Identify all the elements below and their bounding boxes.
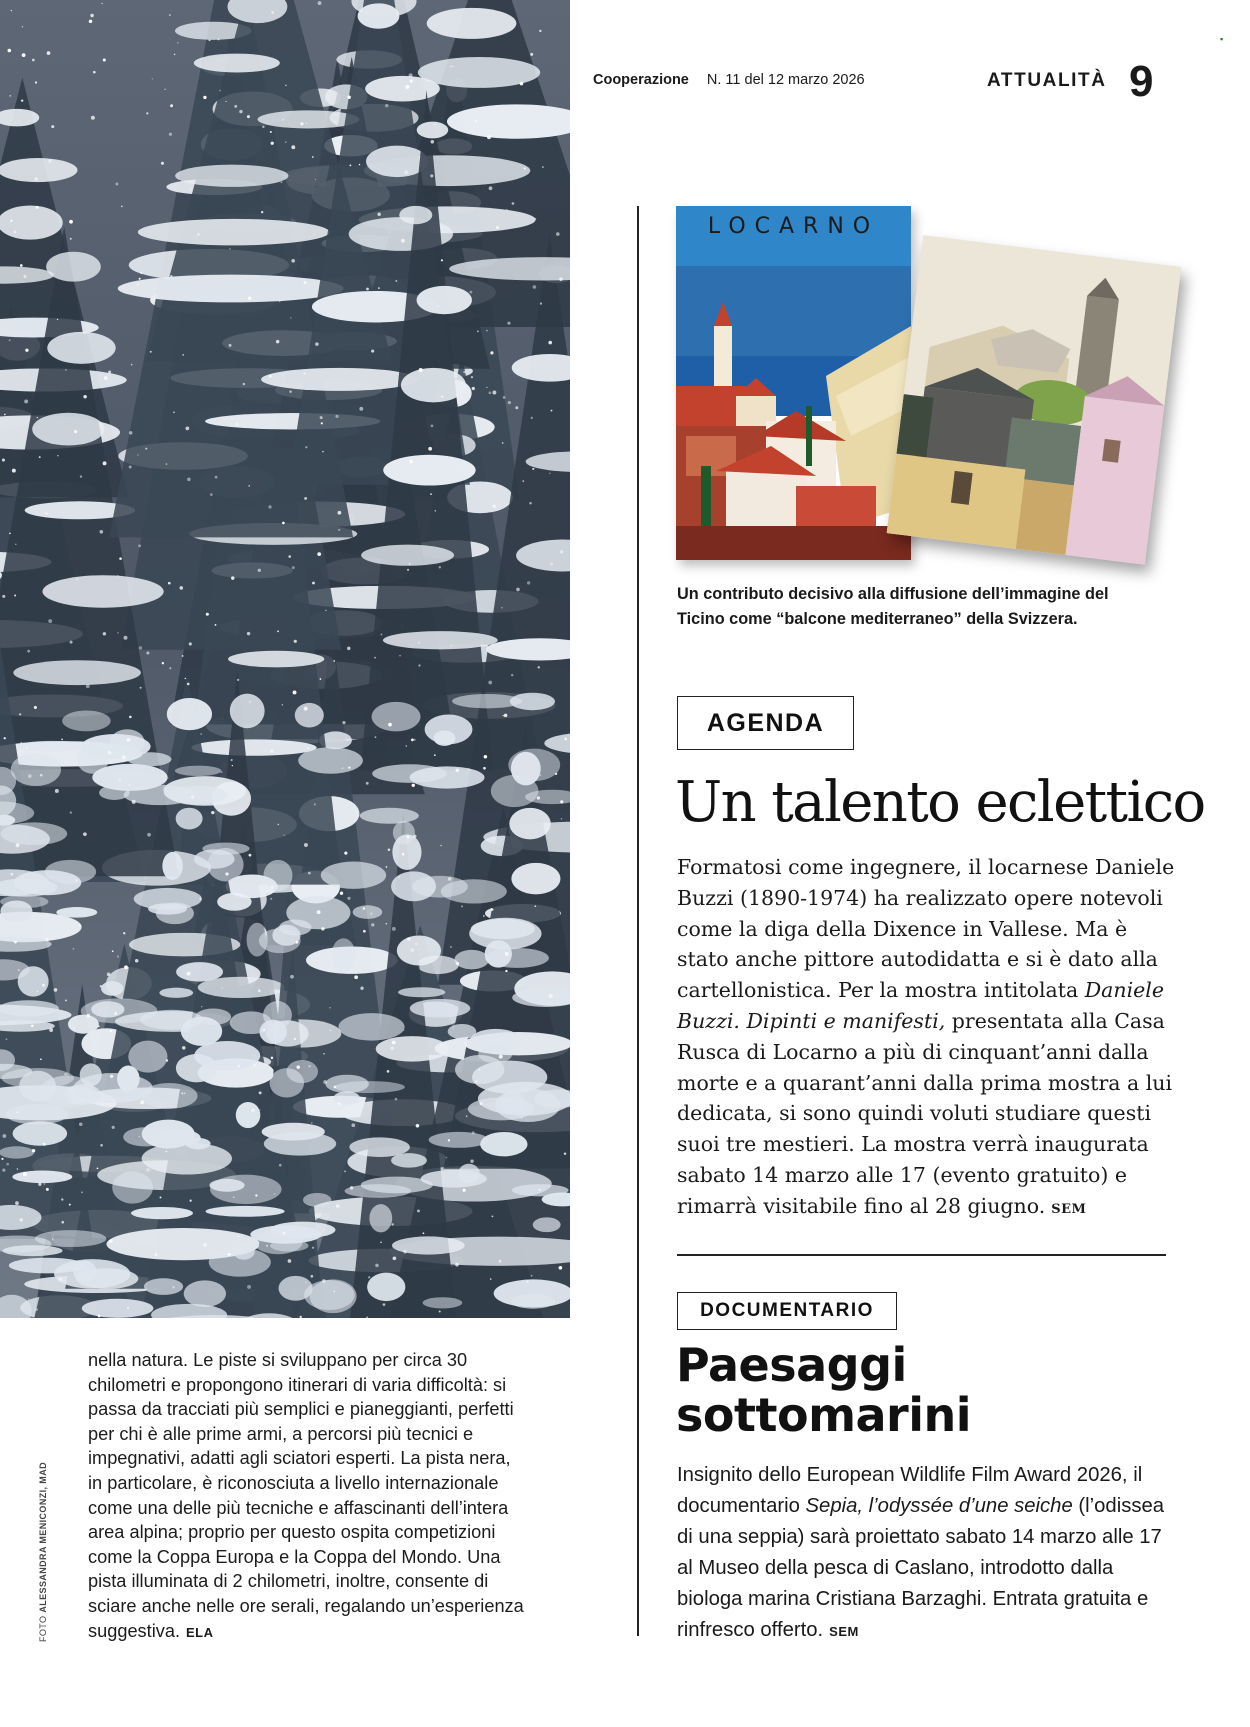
locarno-poster-image <box>676 206 911 560</box>
section-separator <box>677 1254 1166 1256</box>
publication-name: Cooperazione <box>593 72 689 88</box>
ski-article-paragraph: nella natura. Le piste si sviluppano per circa 30 chilometri e propongono itinerari di varia difficoltà: si passa da tracciati più semplici e pianeggianti, perfetti per chi è alle prime armi, a percorsi più tecnici e impegnativi, adatti agli sciatori esperti. La pista nera, in particolare, è riconosciuta a livello internazionale come una delle più tecniche e affascinanti dell’intera area alpina; proprio per questo ospita competizioni come la Coppa Europa e la Coppa del Mondo. Una pista illuminata di 2 chilometri, inoltre, consente di sciare anche nelle ore serali, regalando un’esperienza suggestiva. <box>88 1350 524 1641</box>
agenda-headline: Un talento eclettico <box>675 770 1205 835</box>
agenda-body-text-2: presentata alla Casa Rusca di Locarno a più di cinquant’anni dalla morte e a quarant’anni dalla prima mostra a lui dedicata, si sono quindi voluti studiare questi suoi tre mestieri. La mostra verrà inaugurata sabato 14 marzo alle 17 (evento gratuito) e rimarrà visitabile fino al 28 giugno. <box>677 1008 1173 1218</box>
agenda-signature: SEM <box>1051 1201 1087 1217</box>
section-title: ATTUALITÀ <box>987 70 1107 91</box>
snowy-forest-photo <box>0 0 570 1318</box>
issue-date: N. 11 del 12 marzo 2026 <box>706 72 865 88</box>
agenda-body <box>677 852 1177 1226</box>
painting-illustration <box>887 235 1182 564</box>
village-painting-image <box>887 235 1182 564</box>
agenda-body-text-1: Formatosi come ingegnere, il locarnese Daniele Buzzi (1890-1974) ha realizzato opere notevoli come la diga della Dixence in Vallese. Ma è stato anche pittore autodidatta e si è dato alla cartellonistica. Per la mostra intitolata <box>677 855 1175 1003</box>
photo-credit-name: ALESSANDRA MENICONZI, MAD <box>38 1461 48 1613</box>
image-caption: Un contributo decisivo alla diffusione dell’immagine del Ticino come “balcone mediterraneo” della Svizzera. <box>677 585 1109 628</box>
photo-credit-label: FOTO <box>38 1615 48 1642</box>
documentary-headline: Paesaggi sottomarini <box>676 1338 972 1442</box>
agenda-tag: AGENDA <box>677 696 854 750</box>
poster-title: LOCARNO <box>707 214 880 239</box>
forest-illustration <box>0 0 570 1318</box>
poster-illustration <box>676 206 911 560</box>
publication-header <box>593 72 865 88</box>
documentary-body-text-1: Insignito dello European Wildlife Film Award 2026, il documentario <box>677 1464 1143 1517</box>
column-divider <box>637 206 639 1636</box>
documentary-body-text-2: (l’odissea di una seppia) sarà proiettato sabato 14 marzo alle 17 al Museo della pesca di Caslano, introdotto dalla biologa marina Cristiana Barzaghi. Entrata gratuita e rinfresco offerto. <box>677 1495 1165 1641</box>
documentary-body <box>677 1460 1177 1647</box>
documentary-signature: SEM <box>829 1624 859 1639</box>
page-number: 9 <box>1129 57 1154 106</box>
ski-article-text <box>88 1348 528 1645</box>
agenda-body-italic: Daniele Buzzi. Dipinti e manifesti, <box>677 978 1164 1033</box>
documentary-body-italic: Sepia, l’odyssée d’une seiche <box>805 1495 1073 1517</box>
photo-credit <box>38 1342 48 1642</box>
ski-article-signature: ELA <box>186 1624 214 1640</box>
documentary-tag: DOCUMENTARIO <box>677 1292 897 1330</box>
corner-mark-icon: ▪ <box>1220 34 1224 44</box>
